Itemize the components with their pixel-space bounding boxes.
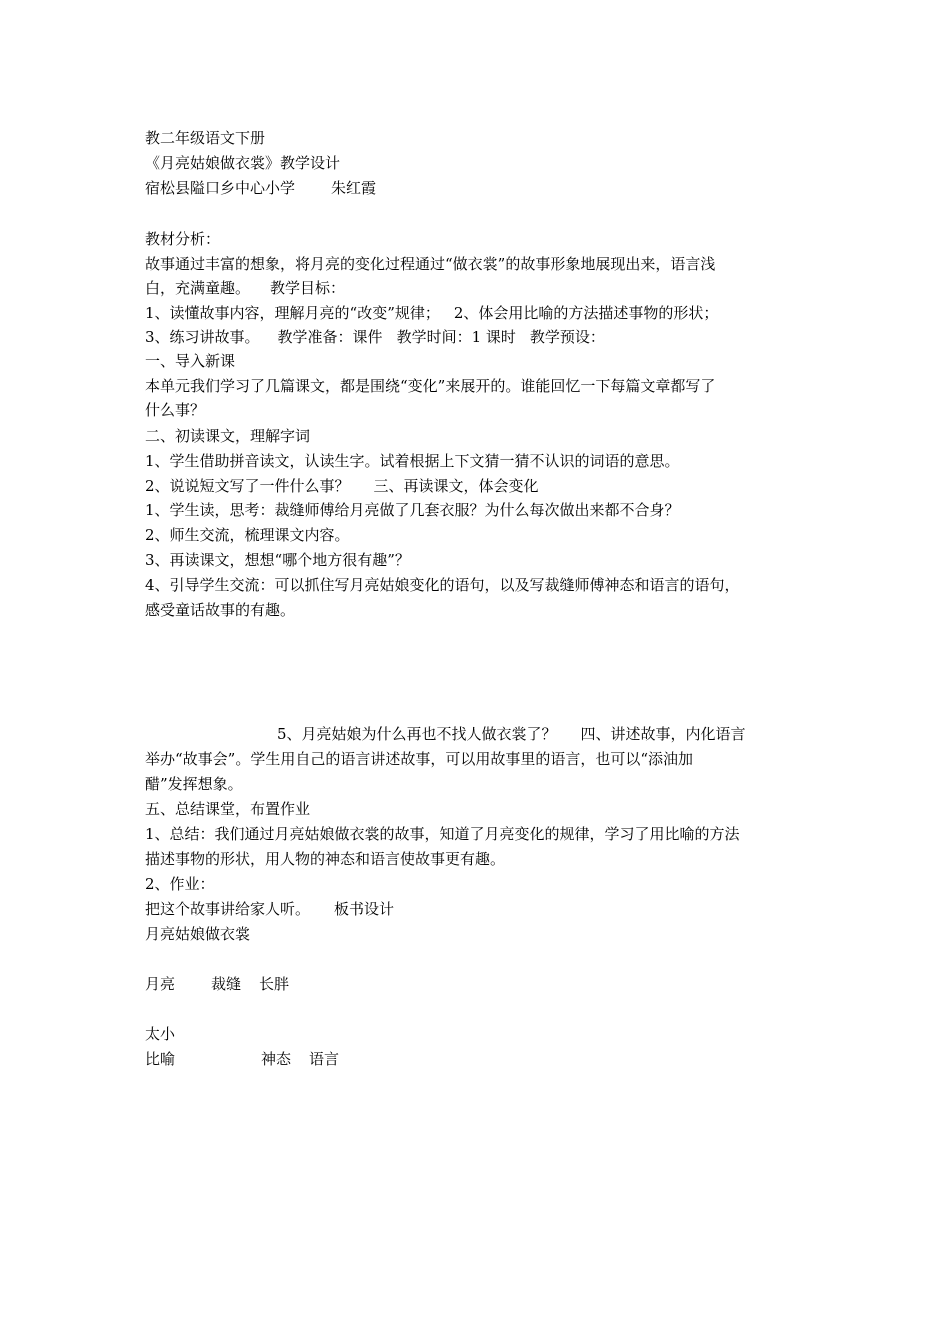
list-item: 2、师生交流，梳理课文内容。: [145, 526, 350, 544]
list-item-text: 5、月亮姑娘为什么再也不找人做衣裳了？: [277, 725, 557, 743]
board-word: 语言: [309, 1050, 340, 1068]
goals-label: 教学目标：: [270, 279, 346, 297]
homework-label: 2、作业：: [145, 875, 215, 893]
board-label: 板书设计: [334, 900, 395, 918]
analysis-text-end: 白，充满童趣。: [145, 279, 251, 297]
paragraph-line: 1、总结：我们通过月亮姑娘做衣裳的故事，知道了月亮变化的规律，学习了用比喻的方法: [145, 825, 740, 843]
board-word: 月亮: [145, 975, 176, 993]
section-heading: 二、初读课文，理解字词: [145, 427, 311, 445]
list-item: 感受童话故事的有趣。: [145, 601, 296, 619]
list-item: [145, 474, 815, 499]
course-line: 教二年级语文下册: [145, 129, 266, 147]
paragraph-line: 什么事？: [145, 401, 206, 419]
analysis-text-line: [145, 276, 815, 301]
list-item: 1、学生读，思考：裁缝师傅给月亮做了几套衣服？为什么每次做出来都不合身？: [145, 501, 680, 519]
section-heading: 三、再读课文，体会变化: [373, 477, 539, 495]
analysis-text-line: 故事通过丰富的想象，将月亮的变化过程通过“做衣裳”的故事形象地展现出来，语言浅: [145, 255, 716, 273]
goal-item: 1、读懂故事内容，理解月亮的“改变”规律；: [145, 304, 440, 322]
preset-label: 教学预设：: [529, 328, 605, 346]
author-name: 朱红霞: [331, 179, 377, 197]
list-item-text: 2、说说短文写了一件什么事？: [145, 477, 350, 495]
board-word: 神态: [261, 1050, 292, 1068]
homework-line: [145, 897, 815, 922]
board-row: [145, 972, 815, 997]
board-word: 长胖: [259, 975, 290, 993]
board-row: 太小: [145, 1025, 176, 1043]
time-label: 教学时间：1 课时: [396, 328, 516, 346]
analysis-heading: 教材分析：: [145, 230, 221, 248]
list-item: 1、学生借助拼音读文，认读生字。试着根据上下文猜一猜不认识的词语的意思。: [145, 452, 680, 470]
school-name: 宿松县隘口乡中心小学: [145, 179, 296, 197]
document-title: 《月亮姑娘做衣裳》教学设计: [145, 154, 341, 172]
paragraph-line: 醋”发挥想象。: [145, 775, 243, 793]
board-word: 裁缝: [211, 975, 242, 993]
paragraph-line: 举办“故事会”。学生用自己的语言讲述故事，可以用故事里的语言，也可以“添油加: [145, 750, 694, 768]
goals-line: [145, 325, 815, 350]
board-title: 月亮姑娘做衣裳: [145, 925, 251, 943]
paragraph-line: 本单元我们学习了几篇课文，都是围绕“变化”来展开的。谁能回忆一下每篇文章都写了: [145, 377, 716, 395]
paragraph-line: 描述事物的形状，用人物的神态和语言使故事更有趣。: [145, 850, 506, 868]
board-word: 比喻: [145, 1050, 176, 1068]
section-heading: 四、讲述故事，内化语言: [580, 725, 746, 743]
list-item: 3、再读课文，想想“哪个地方很有趣”？: [145, 551, 410, 569]
goal-item: 2、体会用比喻的方法描述事物的形状；: [453, 304, 719, 322]
author-line: [145, 176, 815, 201]
prep-label: 教学准备：课件: [277, 328, 383, 346]
board-row: [145, 1047, 815, 1072]
list-item: 4、引导学生交流：可以抓住写月亮姑娘变化的语句，以及写裁缝师傅神态和语言的语句，: [145, 576, 740, 594]
goal-item: 3、练习讲故事。: [145, 328, 260, 346]
list-item: [145, 722, 815, 747]
homework-text: 把这个故事讲给家人听。: [145, 900, 311, 918]
goals-line: [145, 301, 815, 326]
section-heading: 五、总结课堂，布置作业: [145, 800, 311, 818]
section-heading: 一、导入新课: [145, 352, 236, 370]
